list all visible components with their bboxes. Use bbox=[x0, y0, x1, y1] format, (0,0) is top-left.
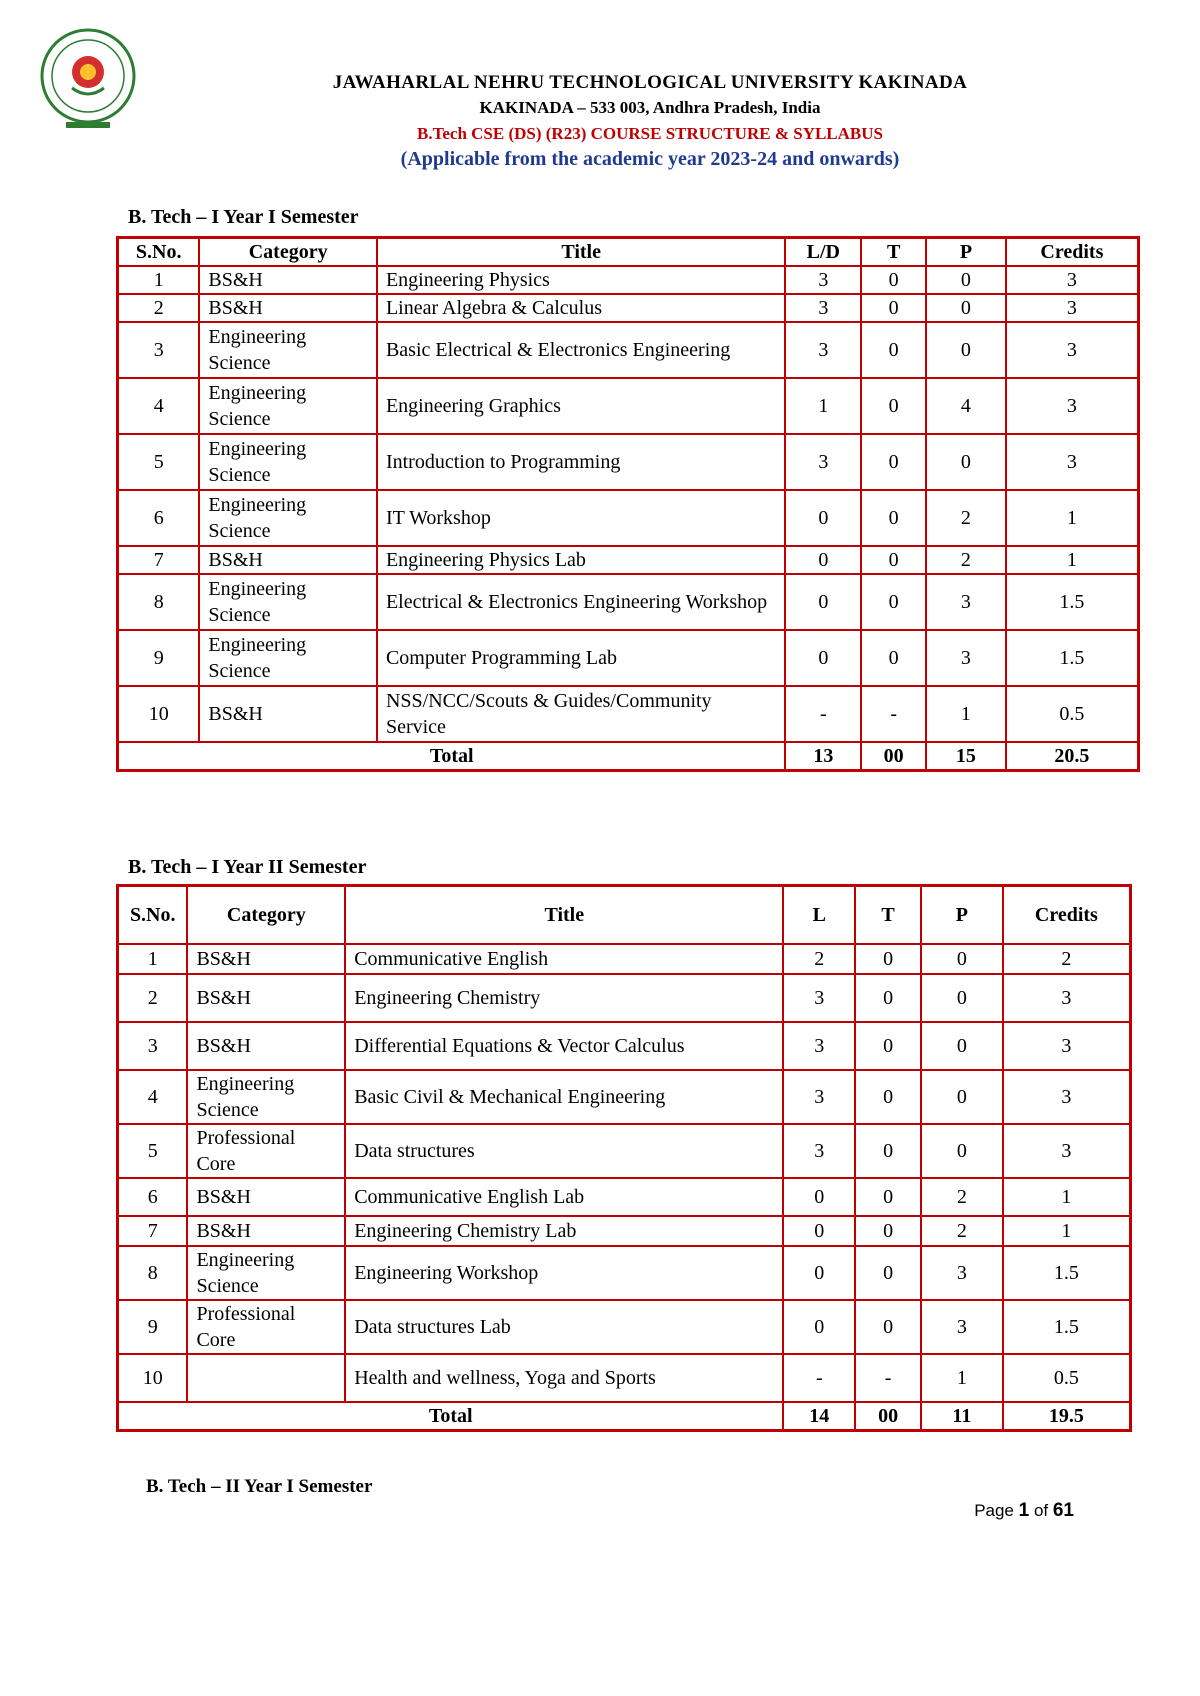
total-l: 13 bbox=[785, 742, 861, 771]
col-l: L/D bbox=[785, 238, 861, 267]
cell-l: 0 bbox=[785, 630, 861, 686]
cell-t: 0 bbox=[861, 630, 926, 686]
table-row bbox=[118, 1354, 1131, 1402]
page-of: of bbox=[1033, 1501, 1049, 1520]
cell-title: Differential Equations & Vector Calculus bbox=[345, 1022, 783, 1070]
cell-title: Engineering Chemistry Lab bbox=[345, 1216, 783, 1246]
cell-l: 3 bbox=[783, 1124, 855, 1178]
cell-l: 3 bbox=[785, 266, 861, 294]
cell-t: 0 bbox=[861, 322, 926, 378]
cell-t: 0 bbox=[855, 1124, 921, 1178]
table-row bbox=[118, 378, 1139, 434]
cell-t: 0 bbox=[855, 1246, 921, 1300]
cell-t: 0 bbox=[861, 294, 926, 322]
total-credits: 20.5 bbox=[1006, 742, 1139, 771]
cell-p: 0 bbox=[926, 322, 1006, 378]
cell-category: Engineering Science bbox=[199, 378, 377, 434]
cell-sno: 3 bbox=[118, 322, 200, 378]
cell-credits: 3 bbox=[1006, 378, 1139, 434]
semester-2-table bbox=[116, 884, 1132, 1432]
cell-t: - bbox=[861, 686, 926, 742]
table-row bbox=[118, 1022, 1131, 1070]
table-row bbox=[118, 574, 1139, 630]
cell-sno: 6 bbox=[118, 490, 200, 546]
cell-t: 0 bbox=[855, 1178, 921, 1216]
cell-l: 3 bbox=[783, 974, 855, 1022]
cell-category: BS&H bbox=[199, 266, 377, 294]
cell-category bbox=[187, 1354, 345, 1402]
cell-credits: 1 bbox=[1003, 1216, 1131, 1246]
page-number bbox=[974, 1500, 1074, 1522]
cell-l: - bbox=[785, 686, 861, 742]
cell-sno: 7 bbox=[118, 1216, 188, 1246]
cell-credits: 3 bbox=[1006, 434, 1139, 490]
table-header-row bbox=[118, 238, 1139, 267]
cell-credits: 3 bbox=[1003, 1022, 1131, 1070]
cell-p: 0 bbox=[921, 1070, 1003, 1124]
cell-credits: 0.5 bbox=[1006, 686, 1139, 742]
col-title: Title bbox=[345, 886, 783, 945]
total-row bbox=[118, 742, 1139, 771]
cell-credits: 3 bbox=[1006, 266, 1139, 294]
cell-category: BS&H bbox=[187, 1022, 345, 1070]
total-p: 15 bbox=[926, 742, 1006, 771]
university-seal-icon bbox=[38, 26, 138, 134]
cell-p: 2 bbox=[921, 1178, 1003, 1216]
cell-sno: 4 bbox=[118, 378, 200, 434]
total-p: 11 bbox=[921, 1402, 1003, 1431]
table-row bbox=[118, 1246, 1131, 1300]
cell-t: 0 bbox=[855, 1070, 921, 1124]
cell-category: Engineering Science bbox=[187, 1070, 345, 1124]
cell-t: 0 bbox=[855, 1022, 921, 1070]
cell-t: 0 bbox=[861, 378, 926, 434]
next-semester-heading: B. Tech – II Year I Semester bbox=[146, 1476, 373, 1497]
university-name: JAWAHARLAL NEHRU TECHNOLOGICAL UNIVERSITY KAKINADA bbox=[332, 72, 968, 93]
col-p: P bbox=[926, 238, 1006, 267]
cell-credits: 0.5 bbox=[1003, 1354, 1131, 1402]
cell-category: BS&H bbox=[187, 944, 345, 974]
cell-credits: 3 bbox=[1003, 974, 1131, 1022]
cell-category: Engineering Science bbox=[199, 630, 377, 686]
cell-sno: 8 bbox=[118, 1246, 188, 1300]
cell-sno: 2 bbox=[118, 294, 200, 322]
university-address: KAKINADA – 533 003, Andhra Pradesh, India bbox=[479, 98, 821, 117]
cell-t: 0 bbox=[861, 490, 926, 546]
col-sno: S.No. bbox=[118, 238, 200, 267]
cell-credits: 2 bbox=[1003, 944, 1131, 974]
cell-category: Professional Core bbox=[187, 1300, 345, 1354]
cell-p: 3 bbox=[926, 630, 1006, 686]
cell-sno: 9 bbox=[118, 630, 200, 686]
cell-t: - bbox=[855, 1354, 921, 1402]
cell-credits: 1.5 bbox=[1003, 1300, 1131, 1354]
cell-title: NSS/NCC/Scouts & Guides/Community Service bbox=[377, 686, 785, 742]
cell-category: Engineering Science bbox=[199, 322, 377, 378]
col-l: L bbox=[783, 886, 855, 945]
cell-title: IT Workshop bbox=[377, 490, 785, 546]
table-row bbox=[118, 1216, 1131, 1246]
cell-t: 0 bbox=[855, 974, 921, 1022]
cell-title: Electrical & Electronics Engineering Workshop bbox=[377, 574, 785, 630]
table-row bbox=[118, 686, 1139, 742]
cell-sno: 9 bbox=[118, 1300, 188, 1354]
cell-title: Introduction to Programming bbox=[377, 434, 785, 490]
cell-credits: 1.5 bbox=[1006, 574, 1139, 630]
cell-l: 3 bbox=[783, 1022, 855, 1070]
cell-category: Engineering Science bbox=[199, 574, 377, 630]
table-row bbox=[118, 490, 1139, 546]
cell-sno: 10 bbox=[118, 686, 200, 742]
cell-title: Linear Algebra & Calculus bbox=[377, 294, 785, 322]
cell-credits: 1.5 bbox=[1003, 1246, 1131, 1300]
cell-l: 3 bbox=[783, 1070, 855, 1124]
cell-title: Data structures bbox=[345, 1124, 783, 1178]
cell-l: 0 bbox=[785, 546, 861, 574]
total-row bbox=[118, 1402, 1131, 1431]
page-total: 61 bbox=[1052, 1500, 1074, 1521]
table-row bbox=[118, 944, 1131, 974]
cell-credits: 1 bbox=[1006, 546, 1139, 574]
cell-title: Communicative English Lab bbox=[345, 1178, 783, 1216]
cell-p: 1 bbox=[921, 1354, 1003, 1402]
cell-sno: 5 bbox=[118, 434, 200, 490]
table-row bbox=[118, 294, 1139, 322]
semester-1-table bbox=[116, 236, 1140, 772]
col-credits: Credits bbox=[1006, 238, 1139, 267]
cell-title: Engineering Graphics bbox=[377, 378, 785, 434]
cell-title: Data structures Lab bbox=[345, 1300, 783, 1354]
cell-l: - bbox=[783, 1354, 855, 1402]
cell-sno: 10 bbox=[118, 1354, 188, 1402]
total-l: 14 bbox=[783, 1402, 855, 1431]
cell-title: Basic Civil & Mechanical Engineering bbox=[345, 1070, 783, 1124]
total-label: Total bbox=[118, 742, 786, 771]
cell-l: 0 bbox=[783, 1216, 855, 1246]
cell-p: 2 bbox=[921, 1216, 1003, 1246]
cell-p: 0 bbox=[921, 944, 1003, 974]
cell-sno: 5 bbox=[118, 1124, 188, 1178]
total-t: 00 bbox=[855, 1402, 921, 1431]
cell-credits: 1.5 bbox=[1006, 630, 1139, 686]
table-header-row bbox=[118, 886, 1131, 945]
cell-title: Engineering Physics Lab bbox=[377, 546, 785, 574]
table-row bbox=[118, 1124, 1131, 1178]
cell-p: 3 bbox=[926, 574, 1006, 630]
page-current: 1 bbox=[1018, 1500, 1030, 1521]
cell-category: Engineering Science bbox=[199, 490, 377, 546]
table-row bbox=[118, 1070, 1131, 1124]
cell-credits: 1 bbox=[1003, 1178, 1131, 1216]
col-category: Category bbox=[187, 886, 345, 945]
total-label: Total bbox=[118, 1402, 784, 1431]
cell-sno: 1 bbox=[118, 266, 200, 294]
col-t: T bbox=[861, 238, 926, 267]
cell-p: 2 bbox=[926, 546, 1006, 574]
table-row bbox=[118, 322, 1139, 378]
col-sno: S.No. bbox=[118, 886, 188, 945]
table-row bbox=[118, 630, 1139, 686]
cell-l: 3 bbox=[785, 322, 861, 378]
col-credits: Credits bbox=[1003, 886, 1131, 945]
total-credits: 19.5 bbox=[1003, 1402, 1131, 1431]
applicability-note: (Applicable from the academic year 2023-24 and onwards) bbox=[400, 148, 900, 170]
cell-t: 0 bbox=[861, 266, 926, 294]
cell-p: 0 bbox=[921, 974, 1003, 1022]
cell-l: 0 bbox=[783, 1300, 855, 1354]
cell-sno: 7 bbox=[118, 546, 200, 574]
cell-l: 1 bbox=[785, 378, 861, 434]
cell-category: Professional Core bbox=[187, 1124, 345, 1178]
cell-t: 0 bbox=[855, 1216, 921, 1246]
table-row bbox=[118, 1300, 1131, 1354]
cell-credits: 1 bbox=[1006, 490, 1139, 546]
cell-sno: 4 bbox=[118, 1070, 188, 1124]
cell-category: BS&H bbox=[199, 686, 377, 742]
cell-category: BS&H bbox=[187, 1216, 345, 1246]
cell-credits: 3 bbox=[1006, 322, 1139, 378]
cell-title: Basic Electrical & Electronics Engineering bbox=[377, 322, 785, 378]
program-title: B.Tech CSE (DS) (R23) COURSE STRUCTURE & SYLLABUS bbox=[416, 124, 883, 143]
cell-category: BS&H bbox=[187, 1178, 345, 1216]
cell-l: 0 bbox=[783, 1178, 855, 1216]
cell-t: 0 bbox=[855, 944, 921, 974]
cell-title: Computer Programming Lab bbox=[377, 630, 785, 686]
cell-category: BS&H bbox=[199, 546, 377, 574]
cell-sno: 2 bbox=[118, 974, 188, 1022]
cell-category: BS&H bbox=[199, 294, 377, 322]
cell-p: 2 bbox=[926, 490, 1006, 546]
cell-title: Health and wellness, Yoga and Sports bbox=[345, 1354, 783, 1402]
cell-category: BS&H bbox=[187, 974, 345, 1022]
cell-l: 2 bbox=[783, 944, 855, 974]
cell-l: 3 bbox=[785, 434, 861, 490]
table-row bbox=[118, 266, 1139, 294]
cell-category: Engineering Science bbox=[199, 434, 377, 490]
table-row bbox=[118, 434, 1139, 490]
semester-2-heading: B. Tech – I Year II Semester bbox=[128, 856, 367, 878]
cell-l: 0 bbox=[785, 490, 861, 546]
cell-title: Engineering Chemistry bbox=[345, 974, 783, 1022]
col-p: P bbox=[921, 886, 1003, 945]
cell-l: 0 bbox=[783, 1246, 855, 1300]
cell-category: Engineering Science bbox=[187, 1246, 345, 1300]
cell-credits: 3 bbox=[1003, 1124, 1131, 1178]
cell-title: Engineering Workshop bbox=[345, 1246, 783, 1300]
cell-l: 0 bbox=[785, 574, 861, 630]
cell-l: 3 bbox=[785, 294, 861, 322]
cell-sno: 1 bbox=[118, 944, 188, 974]
cell-credits: 3 bbox=[1003, 1070, 1131, 1124]
col-category: Category bbox=[199, 238, 377, 267]
cell-sno: 3 bbox=[118, 1022, 188, 1070]
page-label: Page bbox=[974, 1501, 1014, 1520]
cell-p: 0 bbox=[926, 434, 1006, 490]
cell-sno: 6 bbox=[118, 1178, 188, 1216]
cell-p: 0 bbox=[921, 1124, 1003, 1178]
col-t: T bbox=[855, 886, 921, 945]
cell-sno: 8 bbox=[118, 574, 200, 630]
cell-t: 0 bbox=[855, 1300, 921, 1354]
total-t: 00 bbox=[861, 742, 926, 771]
table-row bbox=[118, 974, 1131, 1022]
cell-p: 3 bbox=[921, 1246, 1003, 1300]
cell-credits: 3 bbox=[1006, 294, 1139, 322]
cell-t: 0 bbox=[861, 546, 926, 574]
cell-p: 0 bbox=[921, 1022, 1003, 1070]
table-row bbox=[118, 1178, 1131, 1216]
cell-t: 0 bbox=[861, 434, 926, 490]
semester-1-heading: B. Tech – I Year I Semester bbox=[128, 206, 359, 228]
cell-title: Communicative English bbox=[345, 944, 783, 974]
table-row bbox=[118, 546, 1139, 574]
cell-p: 0 bbox=[926, 266, 1006, 294]
cell-p: 4 bbox=[926, 378, 1006, 434]
cell-p: 1 bbox=[926, 686, 1006, 742]
cell-title: Engineering Physics bbox=[377, 266, 785, 294]
col-title: Title bbox=[377, 238, 785, 267]
cell-p: 3 bbox=[921, 1300, 1003, 1354]
cell-t: 0 bbox=[861, 574, 926, 630]
cell-p: 0 bbox=[926, 294, 1006, 322]
